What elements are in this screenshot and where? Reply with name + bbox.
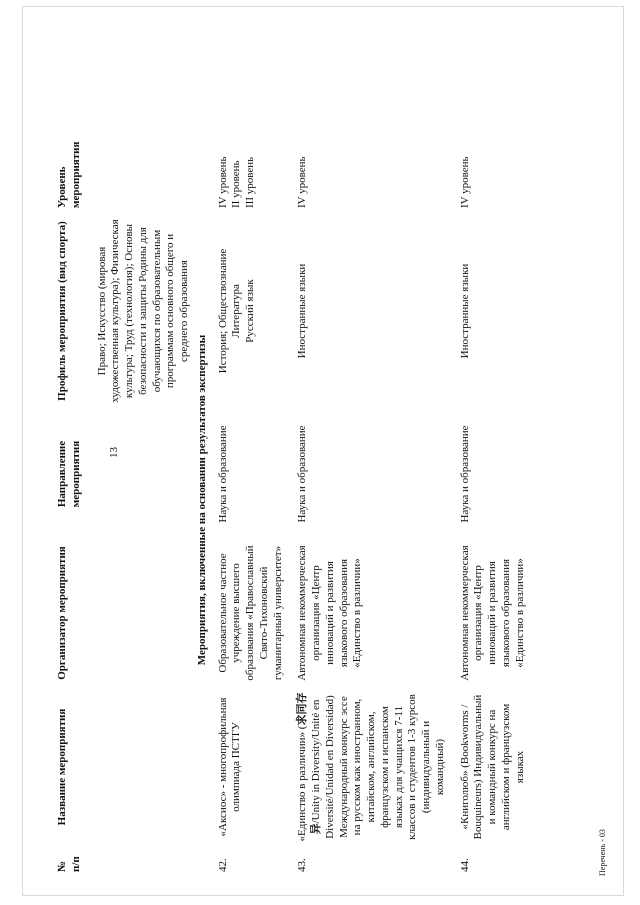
table-row	[214, 124, 294, 876]
row-organizer: Образовательное частное учреждение высшего образования «Православный Свято-Тихоновский гуманитарный университет»	[216, 545, 284, 681]
profile-item: Литература	[230, 284, 243, 338]
row-level	[456, 124, 536, 212]
table-row	[293, 124, 455, 876]
row-organizer: Автономная некоммерческая организация «Центр инноваций и развития языкового образования «Единство в различии»	[296, 545, 364, 681]
section-title: Мероприятия, включенные на основании результатов экспертизы	[195, 334, 208, 666]
header-profile-text: Профиль мероприятия (вид спорта)	[56, 221, 68, 401]
rotated-document-page	[22, 6, 622, 894]
row-direction: Наука и образование	[296, 425, 309, 523]
document-footer: Перечень - 03	[598, 829, 607, 876]
row-name-cjk: 求同存异	[296, 692, 322, 835]
page-number: 13	[108, 447, 120, 458]
level-item: IV уровень	[458, 156, 471, 208]
header-profile	[54, 212, 94, 410]
row-profile	[214, 212, 294, 410]
row-name	[293, 688, 455, 846]
profile-item: Иностранные языки	[296, 263, 309, 359]
header-level: Уровень мероприятия	[56, 141, 82, 208]
row-profile	[293, 212, 455, 410]
table-row	[94, 124, 194, 876]
row-no: 42.	[216, 858, 229, 872]
row-name: «Книголюб» (Bookworms / Bouquineurs) Индивидуальный и командный конкурс на английском и французском языках	[458, 694, 526, 840]
table-header-row	[54, 124, 94, 876]
header-name: Название мероприятия	[56, 708, 68, 826]
row-no: 43.	[296, 858, 309, 872]
header-no: № п/п	[56, 856, 82, 872]
section-title-row	[194, 124, 214, 876]
row-direction: Наука и образование	[216, 425, 229, 523]
level-item: III уровень	[244, 156, 256, 208]
profile-item: Русский язык	[244, 279, 256, 343]
row-organizer: Автономная некоммерческая организация «Центр инноваций и развития языкового образования «Единство в различии»	[458, 545, 526, 681]
row-name-prefix: «Единство в различии» (	[296, 725, 309, 842]
row-profile	[456, 212, 536, 410]
row42-profile-top: Право; Искусство (мировая художественная культура); Физическая культура; Труд (технология); Основы безопасности и защиты Родины для обучающихся по образовательным программам основного общего и среднего образования	[95, 219, 190, 403]
row-name-rest: /Unity in Diversity/Unité en Diversité/Unidad en Diversidad) Международный конкурс эссе на русском как иностранном, китайском, английском, французском и испанском языках для учащихся 7-11 классов и студентов 1-3 курсов (индивидуальный и командный)	[310, 694, 446, 840]
level-item: IV уровень	[216, 156, 229, 208]
profile-item: История; Обществознание	[216, 248, 229, 374]
events-table	[54, 124, 535, 876]
table-row	[456, 124, 536, 876]
level-item: II уровень	[230, 160, 243, 208]
row-level	[214, 124, 294, 212]
row-direction: Наука и образование	[458, 425, 471, 523]
profile-item: Иностранные языки	[458, 263, 471, 359]
header-direction: Направление мероприятия	[56, 440, 82, 508]
level-item: IV уровень	[296, 156, 309, 208]
header-organizer: Организатор мероприятия	[56, 546, 68, 680]
row-name: «Аксиос» - многопрофильная олимпиада ПСТГУ	[216, 697, 243, 837]
row-no: 44.	[458, 858, 471, 872]
row-level	[293, 124, 455, 212]
